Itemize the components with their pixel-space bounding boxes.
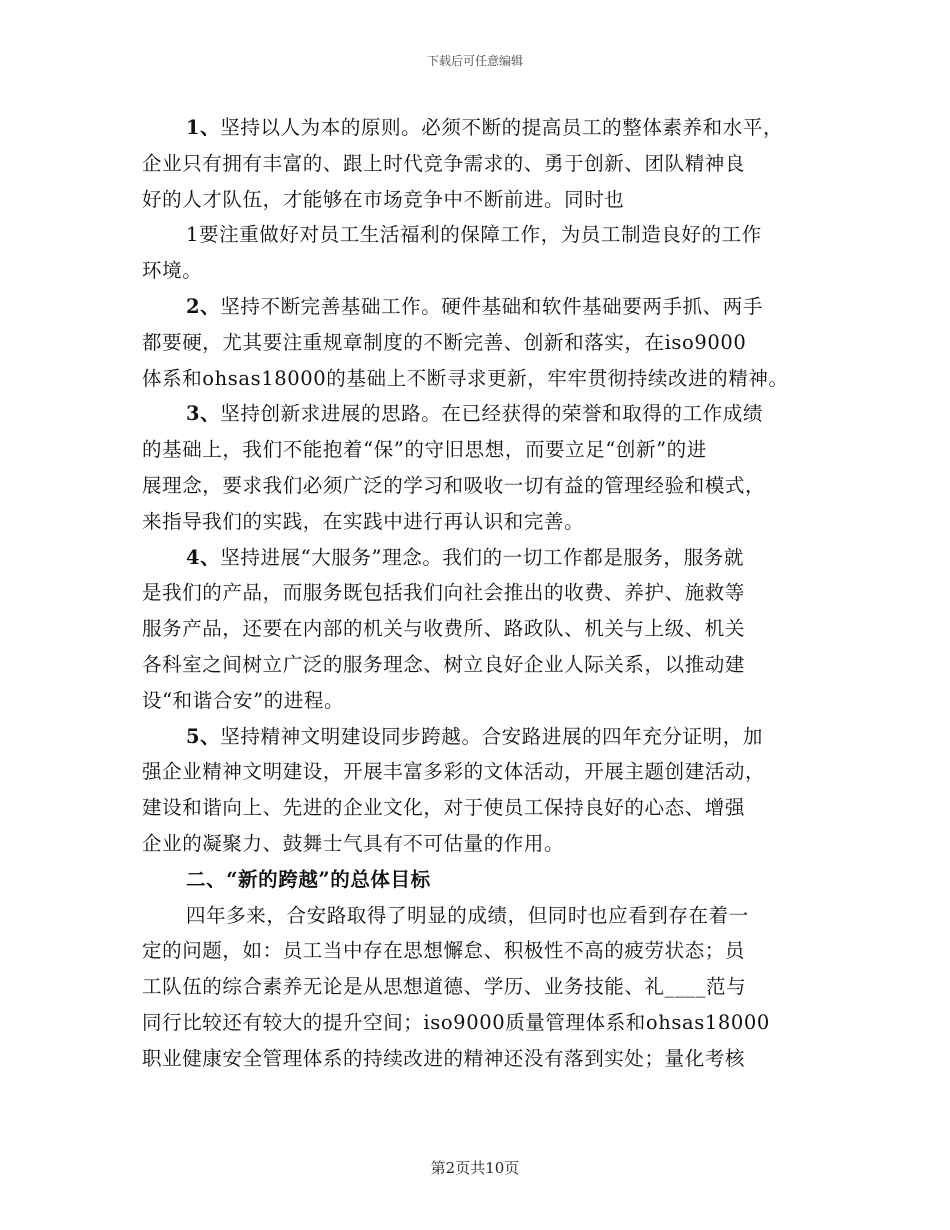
item-number: 1、 — [186, 116, 221, 139]
paragraph-line — [142, 719, 812, 755]
paragraph-line: 是我们的产品，而服务既包括我们向社会推出的收费、养护、施救等 — [142, 581, 746, 605]
paragraph-line: 四年多来，合安路取得了明显的成绩，但同时也应看到存在着一 — [186, 903, 749, 927]
document-body — [142, 110, 812, 1077]
item-text: 坚持进展“大服务”理念。我们的一切工作都是服务，服务就 — [220, 545, 744, 569]
page-number: 第2页共10页 — [430, 1159, 520, 1177]
item-text: 坚持精神文明建设同步跨越。合安路进展的四年充分证明，加 — [220, 724, 763, 748]
item-text: 坚持不断完善基础工作。硬件基础和软件基础要两手抓、两手 — [220, 294, 763, 318]
paragraph-line: 职业健康安全管理体系的持续改进的精神还没有落到实处；量化考核 — [142, 1046, 746, 1070]
paragraph-line: 企业的凝聚力、鼓舞士气具有不可估量的作用。 — [142, 831, 565, 855]
paragraph-line: 企业只有拥有丰富的、跟上时代竞争需求的、勇于创新、团队精神良 — [142, 151, 746, 175]
item-text: 坚持创新求进展的思路。在已经获得的荣誉和取得的工作成绩 — [220, 402, 763, 426]
paragraph-line — [142, 396, 812, 432]
paragraph-line — [142, 289, 812, 325]
paragraph-line: 强企业精神文明建设，开展丰富多彩的文体活动，开展主题创建活动， — [142, 760, 766, 784]
paragraph-line: 展理念，要求我们必须广泛的学习和吸收一切有益的管理经验和模式， — [142, 473, 766, 497]
paragraph-line: 1要注重做好对员工生活福利的保障工作，为员工制造良好的工作 — [186, 223, 762, 247]
paragraph-line — [142, 110, 812, 146]
paragraph-line: 设“和谐合安”的进程。 — [142, 688, 345, 712]
paragraph-line: 定的问题，如：员工当中存在思想懈怠、积极性不高的疲劳状态；员 — [142, 939, 746, 963]
paragraph-line: 各科室之间树立广泛的服务理念、树立良好企业人际关系，以推动建 — [142, 652, 746, 676]
paragraph-line: 服务产品，还要在内部的机关与收费所、路政队、机关与上级、机关 — [142, 617, 746, 641]
section-heading: 二、“新的跨越”的总体目标 — [186, 867, 431, 891]
paragraph-line: 的基础上，我们不能抱着“保”的守旧思想，而要立足“创新”的进 — [142, 438, 707, 462]
paragraph-line: 建设和谐向上、先进的企业文化，对于使员工保持良好的心态、增强 — [142, 796, 746, 820]
paragraph-line: 环境。 — [142, 259, 203, 283]
item-number: 5、 — [186, 724, 221, 748]
paragraph-line: 来指导我们的实践，在实践中进行再认识和完善。 — [142, 509, 585, 533]
paragraph-line — [142, 540, 812, 576]
paragraph-line: 同行比较还有较大的提升空间；iso9000质量管理体系和ohsas18000 — [142, 1010, 770, 1034]
item-number: 2、 — [186, 294, 221, 318]
page-header: 下载后可任意编辑 — [426, 54, 523, 68]
paragraph-line: 工队伍的综合素养无论是从思想道德、学历、业务技能、礼____范与 — [142, 975, 747, 999]
paragraph-line: 体系和ohsas18000的基础上不断寻求更新，牢牢贯彻持续改进的精神。 — [142, 366, 789, 390]
item-text: 坚持以人为本的原则。必须不断的提高员工的整体素养和水平， — [220, 116, 784, 139]
item-number: 3、 — [186, 402, 221, 426]
paragraph-line: 都要硬，尤其要注重规章制度的不断完善、创新和落实，在iso9000 — [142, 330, 747, 354]
item-number: 4、 — [186, 545, 221, 569]
paragraph-line: 好的人才队伍，才能够在市场竞争中不断前进。同时也 — [142, 187, 625, 211]
